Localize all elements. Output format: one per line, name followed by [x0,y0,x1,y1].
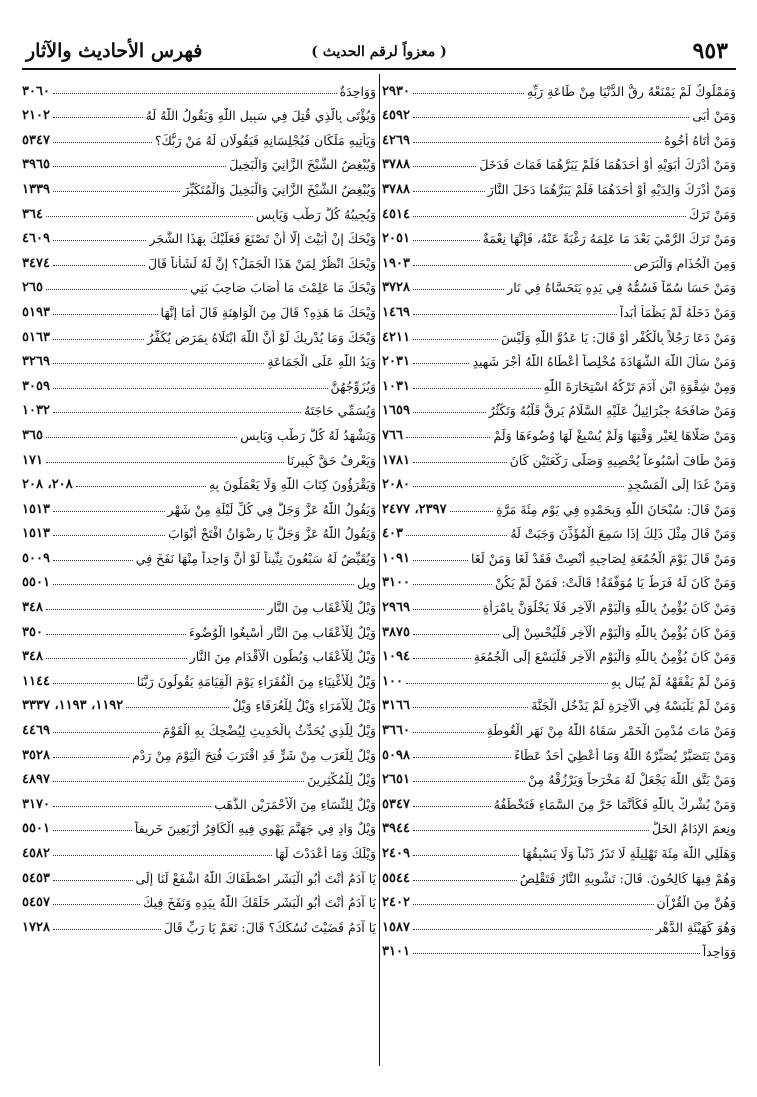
entry-text: وَمَنْ أَدْرَكَ أَبَوَيْهِ أَوْ أَحَدَهُمَا فَلَمْ يَبَرَّهُمَا فَمَاتَ فَدَخَلَ [479,157,736,173]
dotted-leader [46,658,187,659]
index-entry [382,99,736,124]
dotted-leader [53,880,133,881]
entry-text: وَوَاحِدَةٌ [339,83,376,99]
entry-text: وَيَعْرِفُ حَقَّ كَبِيرِنَا [286,452,376,468]
entry-text: وَيْلٌ لِلْأَعْقَابِ مِنَ النَّارِ أَسْبِغُوا الْوُضُوءَ [189,624,376,640]
entry-reference-number: ٣٢٦٩ [22,354,50,370]
dotted-leader [53,683,134,684]
index-entry [382,541,736,566]
index-entry [382,615,736,640]
entry-text: وَيُقَيِّضُ لَهُ سَبْعُونَ تِنِّيناً لَوْ أَنَّ وَاحِداً مِنْهَا نَفَخَ فِي [135,550,376,566]
dotted-leader [413,855,519,856]
index-entry [382,172,736,197]
dotted-leader [413,388,541,389]
dotted-leader [53,732,160,733]
index-entry [22,345,376,370]
page-number: ٩٥٣ [692,38,728,64]
index-entry [382,394,736,419]
index-entry [382,197,736,222]
entry-reference-number: ٣٧٢٨ [382,280,410,296]
entry-reference-number: ٣٦٥ [22,427,43,443]
dotted-leader [413,240,480,241]
dotted-leader [413,462,507,463]
dotted-leader [413,117,689,118]
index-entry [22,295,376,320]
entry-reference-number: ٥٣٤٧ [22,132,50,148]
entry-reference-number: ٥٤٥٧ [22,895,50,911]
entry-text: وَمَنْ طَافَ أُسْبُوعاً يُحْصِيهِ وَصَلَّى رَكْعَتَيْنِ كَانَ [509,452,736,468]
index-entry [382,836,736,861]
index-entry [22,689,376,714]
index-entry [382,935,736,960]
entry-reference-number: ٣١٠٠ [382,575,410,591]
dotted-leader [413,584,492,585]
index-entry [22,738,376,763]
entry-text: وَمَنْ كَانَ يُؤْمِنُ بِاللّٰهِ وَالْيَوْمِ الْآخِرِ فَلَا يَخْلُوَنَّ بِامْرَأَةٍ [482,600,736,616]
entry-reference-number: ١١٩٢، ١١٩٣، ٣٣٣٧ [22,698,124,714]
entry-reference-number: ٣٦٦٠ [382,723,410,739]
dotted-leader [46,462,284,463]
column-divider [379,74,380,1066]
index-entry [382,148,736,173]
entry-reference-number: ٣٤٨ [22,649,43,665]
entry-text: يَا آدَمُ أَنْتَ أَبُو الْبَشَرِ اصْطَفَاكَ اللّٰهُ اشْفَعْ لَنَا إِلَى [135,870,376,886]
entry-text: وَيَأْتِيهِ مَلَكَانِ فَيُجْلِسَانِهِ فَيَقُولَانِ لَهُ مَنْ رَبُّكَ؟ [154,132,376,148]
entry-reference-number: ٢٠٥١ [382,231,410,247]
dotted-leader [46,216,253,217]
index-entry [382,763,736,788]
entry-text: وَهُنَّ مِنَ الْقُرْآنِ [656,895,736,911]
entry-text: وَمَنْ يُشْرِكْ بِاللّٰهِ فَكَأَنَّمَا خَرَّ مِنَ السَّمَاءِ فَتَخْطَفُهُ [493,796,736,812]
index-entry [22,713,376,738]
entry-text: وَيْلٌ لِلْأُمَرَاءِ وَيْلٌ لِلْعُرَفَاءِ وَيْلٌ [232,698,376,714]
entry-reference-number: ٤٥١٤ [382,206,410,222]
dotted-leader [406,535,507,536]
dotted-leader [53,855,272,856]
index-entry [382,640,736,665]
entry-reference-number: ٥٥٤٤ [382,870,410,886]
index-entry [382,886,736,911]
index-entry [382,123,736,148]
index-entry [382,443,736,468]
dotted-leader [413,658,471,659]
entry-text: وَمِنْ شِقْوَةِ ابْنِ آدَمَ تَرْكُهُ اسْتِخَارَةَ اللّٰهِ [543,378,736,394]
entry-reference-number: ٣٥٠ [22,624,43,640]
index-entry [22,861,376,886]
entry-text: وَيْلَكَ وَمَا أَعْدَدْتَ لَهَا [275,846,376,861]
dotted-leader [413,757,511,758]
entry-reference-number: ٢٠٨٠ [382,477,410,493]
dotted-leader [46,634,186,635]
index-entry [382,738,736,763]
dotted-leader [413,142,661,143]
index-entry [22,517,376,542]
entry-reference-number: ١٧٨١ [382,452,410,468]
entry-reference-number: ٤٦٠٩ [22,231,50,247]
entry-text: وَهَلِّلِي اللّٰهَ مِئَةَ تَهْلِيلَةٍ لَا تَذَرُ ذَنْباً وَلَا يَسْبِقُهَا [522,846,736,861]
index-entry [22,222,376,247]
dotted-leader [53,265,145,266]
entry-text: وَيَشْهَدُ لَهُ كُلُّ رَطْبٍ وَيَابِسٍ [240,427,376,443]
dotted-leader [413,781,525,782]
index-entry [382,345,736,370]
dotted-leader [413,929,653,930]
dotted-leader [450,511,494,512]
dotted-leader [413,289,504,290]
entry-reference-number: ٣١٠١ [382,944,410,960]
dotted-leader [413,634,499,635]
entry-text: وَيْحَكَ إِنْ أَبَيْتَ إِلَّا أَنْ تَصْنَعَ فَعَلَيْكَ بِهَذَا الشَّجَرِ [149,231,376,247]
entry-text: وَهُمْ فِيهَا كَالِحُونَ. قَالَ: تَشْوِيهِ النَّارُ فَتَقْلِصُ [519,870,736,886]
entry-reference-number: ١٠٩١ [382,550,410,566]
entry-text: وَيْحَكَ مَا هَذِهِ؟ قَالَ مِنَ الْوَاهِنَةِ قَالَ أَمَا إِنَّهَا [160,304,376,320]
index-entry [22,566,376,591]
index-entry [22,443,376,468]
dotted-leader [53,757,129,758]
entry-text: وَيْلٌ لِلْأَعْقَابِ وَبُطُونِ الْأَقْدَامِ مِنَ النَّارِ [189,649,376,665]
entry-text: ويل [357,575,376,591]
dotted-leader [413,486,624,487]
dotted-leader [53,93,337,94]
entry-reference-number: ١٤٦٩ [382,304,410,320]
index-entry [22,541,376,566]
entry-text: وَمَنْ غَدَا إِلَى الْمَسْجِدِ [627,477,736,493]
index-entry [382,320,736,345]
dotted-leader [413,191,485,192]
index-entry [22,812,376,837]
entry-text: وَمِنَ الْجُذَامِ وَالْبَرَصِ [633,255,736,271]
index-entry [382,787,736,812]
entry-text: وَيُجِيبُهُ كُلُّ رَطْبٍ وَيَابِسٍ [255,206,376,222]
index-entry [382,369,736,394]
dotted-leader [413,93,524,94]
entry-text: وَيْحَكَ انْظُرْ لِمَنْ هَذَا الْجَمَلُ؟ إِنَّ لَهُ لَشَأْناً قَالَ [148,255,376,271]
entry-text: وَمَنْ حَسَا سُمّاً فَسُمُّهُ فِي يَدِهِ يَتَحَسَّاهُ فِي نَارِ [507,280,736,296]
entry-text: وَمَنْ أَدْرَكَ وَالِدَيْهِ أَوْ أَحَدَهُمَا فَلَمْ يَبَرَّهُمَا دَخَلَ النَّارَ [487,181,736,197]
index-entry [382,566,736,591]
entry-reference-number: ١٧٢٨ [22,919,50,935]
entry-text: وَمَنْ تَرَكَ الرَّمْيَ بَعْدَ مَا عَلِمَهُ رَغْبَةً عَنْهُ، فَإِنَّهَا نِعْمَةٌ [482,231,736,247]
entry-reference-number: ١٥٨٧ [382,919,410,935]
entry-reference-number: ٥٠٠٩ [22,550,50,566]
entry-text: وَمَنْ قَالَ مِثْلَ ذَلِكَ إِذَا سَمِعَ الْمُؤَذِّنَ وَجَبَتْ لَهُ [510,526,736,542]
entry-reference-number: ٢٤٠٢ [382,895,410,911]
entry-text: وَمَنْ صَلَّاهَا لِغَيْرِ وَقْتِهَا وَلَمْ يُسْبِغْ لَهَا وُضُوءَهَا وَلَمْ [493,427,736,443]
entry-text: وَوَاحِداً [702,944,736,960]
index-entry [22,886,376,911]
dotted-leader [53,339,144,340]
entry-reference-number: ٣٥٢٨ [22,747,50,763]
entry-reference-number: ١٣٣٩ [22,181,50,197]
dotted-leader [413,216,686,217]
entry-text: وَمَنْ كَانَ يُؤْمِنُ بِاللّٰهِ وَالْيَوْمِ الْآخِرِ فَلْيُحْسِنْ إِلَى [502,624,736,640]
entry-text: وَيْلٌ لِلنِّسَاءِ مِنَ الْأَحْمَرَيْنِ الذَّهَبِ [214,796,376,812]
index-entry [382,492,736,517]
entry-reference-number: ٢٩٣٠ [382,83,410,99]
index-entry [22,836,376,861]
dotted-leader [53,535,165,536]
entry-text: وَيَقْرَؤُونَ كِتَابَ اللّٰهِ وَلَا يَعْمَلُونَ بِهِ [208,477,376,493]
entry-text: وَمَنْ تَرَكَ [689,206,736,222]
entry-text: وَيْلٌ لِلَّذِي يُحَدِّثُ بِالْحَدِيثِ لِيُضْحِكَ بِهِ الْقَوْمَ [162,723,376,739]
entry-reference-number: ٢٩٦٩ [382,600,410,616]
index-entry [22,664,376,689]
index-entry [22,763,376,788]
entry-reference-number: ٣٤٨ [22,600,43,616]
dotted-leader [53,166,226,167]
index-page [22,36,736,1066]
entry-text: وَيْحَكَ وَمَا يُدْرِيكَ لَوْ أَنَّ اللّٰهَ ابْتَلَاهُ بِمَرَضٍ يُكَفِّرُ [147,329,376,345]
dotted-leader [413,166,476,167]
entry-reference-number: ٣٩٦٥ [22,157,50,173]
entry-text: وَيْلٌ لِلْمُكْثِرِينَ [307,772,376,788]
entry-text: وَمَنْ يَتَصَبَّرْ يُصَبِّرْهُ اللّٰهُ وَمَا أُعْطِيَ أَحَدٌ عَطَاءً [514,747,736,763]
header-rule [22,68,736,70]
entry-reference-number: ٣٤٧٤ [22,255,50,271]
entry-reference-number: ١٥١٣ [22,526,50,542]
entry-reference-number: ٢٦٥ [22,280,43,296]
entry-text: وَيْلٌ لِلْأَغْنِيَاءِ مِنَ الْفُقَرَاءِ يَوْمَ الْقِيَامَةِ يَقُولُونَ رَبَّنَا [136,673,376,689]
dotted-leader [413,904,654,905]
right-column [382,74,736,959]
index-entry [22,172,376,197]
index-entry [22,99,376,124]
index-entry [22,468,376,493]
entry-reference-number: ١٩٠٣ [382,255,410,271]
entry-reference-number: ٣٧٨٨ [382,181,410,197]
entry-reference-number: ١٧١ [22,452,43,468]
entry-reference-number: ٥٠٩٨ [382,747,410,763]
entry-reference-number: ٤٢١١ [382,329,410,345]
index-entry [382,590,736,615]
entry-text: وَيَقُولُ اللّٰهُ عَزَّ وَجَلَّ فِي كُلِّ لَيْلَةٍ مِنْ شَهْرٍ [167,501,376,517]
entry-reference-number: ٣٩٤٤ [382,821,410,837]
dotted-leader [406,437,491,438]
dotted-leader [413,806,491,807]
entry-reference-number: ٢٦٥١ [382,772,410,788]
entry-text: وَيُؤْتَى بِالَّذِي قُتِلَ فِي سَبِيلِ اللّٰهِ وَيَقُولُ اللّٰهُ لَهُ [145,108,376,124]
dotted-leader [53,363,264,364]
index-entry [382,689,736,714]
index-entry [382,517,736,542]
index-entry [22,590,376,615]
entry-text: وَيُسَمِّي حَاجَتَهُ [303,403,376,419]
index-entry [382,861,736,886]
dotted-leader [406,683,608,684]
index-entry [22,418,376,443]
index-entry [22,123,376,148]
entry-reference-number: ٤٠٣ [382,526,403,542]
entry-text: وَيْلٌ لِلْعَرَبِ مِنْ شَرٍّ قَدِ اقْتَرَبَ فُتِحَ الْيَوْمَ مِنْ رَدْمِ [131,747,376,763]
entry-text: وَمَنْ قَالَ: سُبْحَانَ اللّٰهِ وَبِحَمْدِهِ فِي يَوْمٍ مِئَةَ مَرَّةٍ [496,501,736,517]
dotted-leader [413,609,480,610]
dotted-leader [53,511,165,512]
dotted-leader [53,781,304,782]
entry-text: وَمَنْ قَالَ يَوْمَ الْجُمُعَةِ لِصَاحِبِهِ أَنْصِتْ فَقَدْ لَغَا وَمَنْ لَغَا [471,550,736,566]
dotted-leader [46,609,264,610]
entry-text: وَيَقُولُ اللّٰهُ عَزَّ وَجَلَّ يَا رِضْوَانُ افْتَحْ أَبْوَابَ [168,526,376,542]
index-entry [22,492,376,517]
entry-text: وَمَنْ لَمْ يَفْقَهْهُ لَمْ يُبَالِ بِهِ [610,673,736,689]
dotted-leader [53,560,133,561]
dotted-leader [413,265,631,266]
entry-text: وَمَنْ دَخَلَهُ لَمْ يَظْمَأْ أَبَداً [619,304,736,320]
entry-text: وَمَنْ يَتَّقِ اللّٰهَ يَجْعَلْ لَهُ مَخْرَجاً وَيَرْزُقْهُ مِنْ [528,772,736,788]
entry-text: وَمَنْ أَبَى [692,108,736,124]
dotted-leader [413,314,617,315]
entry-reference-number: ٣١٧٠ [22,796,50,812]
dotted-leader [413,830,649,831]
dotted-leader [53,240,146,241]
entry-text: وَيُزَوِّجُهُنَّ [330,378,376,394]
dotted-leader [413,880,517,881]
entry-reference-number: ٧٦٦ [382,427,403,443]
entry-text: وَمَنْ كَانَ لَهُ فَرَطٌ يَا مُوَفَّقَةُ! قَالَتْ: فَمَنْ لَمْ يَكُنْ [494,575,736,591]
entry-reference-number: ١٠٠ [382,673,403,689]
dotted-leader [53,388,328,389]
index-entry [22,787,376,812]
entry-text: وَمَنْ كَانَ يُؤْمِنُ بِاللّٰهِ وَالْيَوْمِ الْآخِرِ فَلْيَسْعَ إِلَى الْجُمُعَةِ [473,649,736,665]
entry-reference-number: ٣٠٦٠ [22,83,50,99]
index-entry [382,74,736,99]
index-entry [382,910,736,935]
entry-reference-number: ٣٧٨٨ [382,157,410,173]
entry-reference-number: ٥٤٥٣ [22,870,50,886]
index-entry [382,271,736,296]
entry-reference-number: ١٠٣١ [382,378,410,394]
dotted-leader [53,117,143,118]
entry-reference-number: ١٦٥٩ [382,403,410,419]
entry-text: وَمَنْ سَأَلَ اللّٰهَ الشَّهَادَةَ مُخْلِصاً أَعْطَاهُ اللّٰهُ أَجْرَ شَهِيدٍ [472,354,736,370]
page-header [22,36,736,68]
entry-reference-number: ١٥١٣ [22,501,50,517]
entry-text: وَمَنْ صَافَحَهُ جِبْرَائِيلُ عَلَيْهِ السَّلَامُ يَرِقُّ قَلْبُهُ وَتَكْثُرُ [488,403,736,419]
left-column [22,74,376,935]
index-entry [22,148,376,173]
index-entry [22,246,376,271]
dotted-leader [46,437,237,438]
index-entry [382,418,736,443]
index-entry [22,615,376,640]
entry-reference-number: ٥١٦٣ [22,329,50,345]
dotted-leader [53,806,211,807]
dotted-leader [53,584,354,585]
entry-text: وَهُوَ كَهَيْئَةِ الدَّهْرِ [655,919,736,935]
page-title: فهرس الأحاديث والآثار [26,40,203,62]
entry-text: يَا آدَمُ قَضَيْتَ نُسُكَكَ؟ قَالَ: نَعَمْ يَا رَبِّ قَالَ [163,919,376,935]
dotted-leader [53,830,132,831]
index-entry [382,812,736,837]
dotted-leader [53,314,158,315]
index-entry [382,664,736,689]
entry-text: وَمَنْ لَمْ يَلْبَسْهُ فِي الْآخِرَةِ لَمْ يَدْخُلِ الْجَنَّةَ [531,698,736,714]
dotted-leader [413,363,470,364]
entry-text: ونِعمَ الإِدَامُ الخَلُّ [651,821,736,837]
index-entry [22,197,376,222]
index-entry [22,394,376,419]
dotted-leader [53,191,180,192]
entry-reference-number: ٤٨٩٧ [22,772,50,788]
dotted-leader [53,412,301,413]
entry-reference-number: ٤٥٩٢ [382,108,410,124]
entry-text: وَمَمْلُوكٌ لَمْ يَمْنَعْهُ رِقُّ الدُّنْيَا مِنْ طَاعَةِ رَبِّهِ [527,83,736,99]
dotted-leader [413,560,468,561]
page-subtitle: ( معزواً لرقم الحديث ) [311,44,447,60]
entry-reference-number: ٤٥٨٢ [22,846,50,861]
index-entry [22,320,376,345]
dotted-leader [53,929,161,930]
entry-reference-number: ١٠٩٤ [382,649,410,665]
entry-reference-number: ٥٥٠١ [22,575,50,591]
entry-reference-number: ٥٣٤٧ [382,796,410,812]
entry-text: وَيَدُ اللّٰهِ عَلَى الْجَمَاعَةِ [267,354,376,370]
entry-reference-number: ٤٤٦٩ [22,723,50,739]
dotted-leader [76,486,206,487]
dotted-leader [126,707,229,708]
entry-reference-number: ٢٠٨، ٢٠٨ [22,477,73,493]
entry-text: وَمَنْ أَتَاهُ أَخُوهُ [664,132,736,148]
entry-reference-number: ٣٦٤ [22,206,43,222]
entry-reference-number: ٢٣٩٧، ٢٤٧٧ [382,501,447,517]
dotted-leader [53,904,140,905]
entry-reference-number: ١٠٣٢ [22,403,50,419]
index-entry [22,271,376,296]
index-entry [382,246,736,271]
dotted-leader [413,707,528,708]
entry-reference-number: ٣١٦٦ [382,698,410,714]
entry-reference-number: ٢١٠٢ [22,108,50,124]
dotted-leader [413,412,486,413]
index-entry [22,74,376,99]
entry-text: يَا آدَمُ أَنْتَ أَبُو الْبَشَرِ خَلَقَكَ اللّٰهُ بِيَدِهِ وَنَفَخَ فِيكَ [143,895,376,911]
dotted-leader [46,289,187,290]
entry-text: وَيْلٌ لِلْأَعْقَابِ مِنَ النَّارِ [267,600,376,616]
entry-reference-number: ٥٥٠١ [22,821,50,837]
index-entry [22,640,376,665]
entry-reference-number: ٤٢٦٩ [382,132,410,148]
entry-reference-number: ٣٠٥٩ [22,378,50,394]
index-entry [22,369,376,394]
index-entry [382,295,736,320]
dotted-leader [413,339,498,340]
entry-text: وَمَنْ دَعَا رَجُلاً بِالْكُفْرِ أَوْ قَالَ: يَا عَدُوَّ اللّٰهِ وَلَيْسَ [501,329,736,345]
entry-text: وَيُبْغِضُ الشَّيْخَ الزَّانِيَ وَالْبَخِيلَ [229,157,376,173]
entry-text: وَيُبْغِضُ الشَّيْخَ الزَّانِيَ وَالْبَخِيلَ وَالْمُتَكَبِّرَ [183,181,376,197]
dotted-leader [413,953,700,954]
index-entry [382,713,736,738]
entry-reference-number: ٢٠٣١ [382,354,410,370]
dotted-leader [413,732,484,733]
index-entry [382,468,736,493]
dotted-leader [53,142,152,143]
entry-reference-number: ٥١٩٣ [22,304,50,320]
entry-reference-number: ٣٨٧٥ [382,624,410,640]
entry-reference-number: ١١٤٤ [22,673,50,689]
entry-text: وَيْحَكَ مَا عَلِمْتَ مَا أَصَابَ صَاحِبَ بَنِي [190,280,376,296]
index-entry [382,222,736,247]
index-entry [22,910,376,935]
entry-reference-number: ٢٤٠٩ [382,846,410,861]
entry-text: وَمَنْ مَاتَ مُدْمِنَ الْخَمْرِ سَقَاهُ اللّٰهُ مِنْ نَهَرِ الْغُوطَةِ [486,723,736,739]
entry-text: وَيْلٌ وَادٍ فِي جَهَنَّمَ يَهْوِي فِيهِ الْكَافِرُ أَرْبَعِينَ خَرِيفاً [134,821,376,837]
